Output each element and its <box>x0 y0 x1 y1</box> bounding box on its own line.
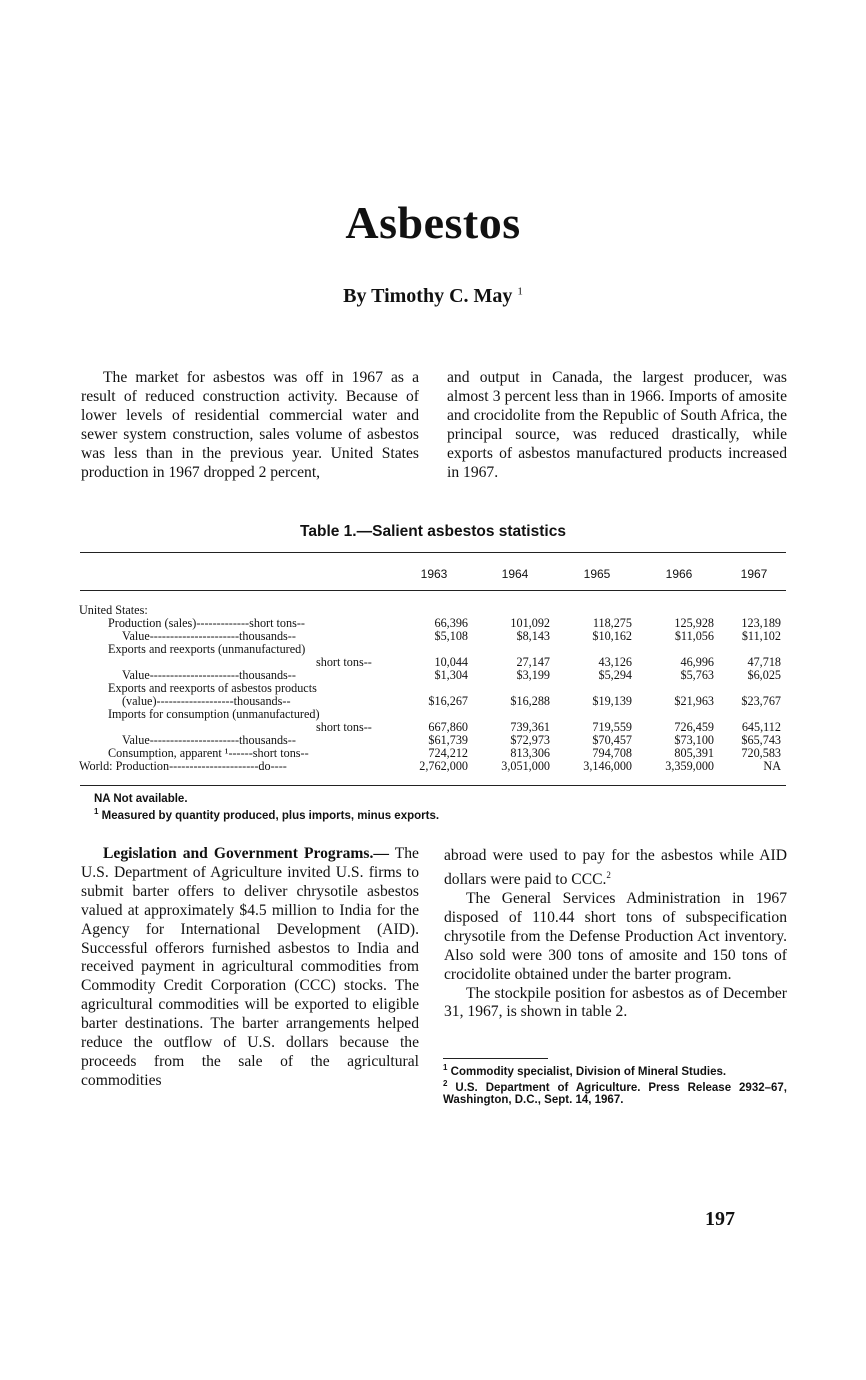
table-cell: 125,928 <box>674 616 714 630</box>
row-unit: short tons-- <box>316 655 372 669</box>
body-column-right <box>444 847 787 1022</box>
table-cell: 46,996 <box>680 655 714 669</box>
footnote-1: $^1$ Commodity specialist, Division of Mineral Studies. <box>443 1063 727 1078</box>
table-footnote-1: $^1$ Measured by quantity produced, plus imports, minus exports. <box>94 807 440 822</box>
section-heading: Legislation and Government Programs.— <box>103 845 389 862</box>
table-cell: $65,743 <box>741 733 781 747</box>
row-label: Production (sales)-------------short tons-- <box>108 616 305 630</box>
table-header-rule <box>80 590 786 591</box>
table-cell: 667,860 <box>428 720 468 734</box>
table-cell: NA <box>763 759 781 773</box>
table-footnote-na: NA Not available. <box>94 793 188 805</box>
table-cell: $23,767 <box>741 694 781 708</box>
body-paragraph-2: The General Services Administration in 1967 disposed of 110.44 short tons of subspecification chrysotile from the Defense Production Act inventory. Also sold were 300 tons of amosite and 150 tons of crocidolite obtained under the barter program. <box>444 890 787 983</box>
row-label: Exports and reexports of asbestos products <box>108 681 317 695</box>
table-cell: $70,457 <box>592 733 632 747</box>
table-cell: $16,267 <box>428 694 468 708</box>
table-cell: $5,763 <box>680 668 714 682</box>
intro-paragraph-left: The market for asbestos was off in 1967 as a result of reduced construction activity. Because of lower levels of residential commercial water and sewer system construction, sales volume of asbestos was less than in the previous year. United States production in 1967 dropped 2 percent, <box>81 369 419 481</box>
page-number: 197 <box>705 1208 735 1230</box>
table-cell: 805,391 <box>674 746 714 760</box>
body-paragraph-3: The stockpile position for asbestos as of December 31, 1967, is shown in table 2. <box>444 984 787 1021</box>
body-paragraph-1: abroad were used to pay for the asbestos while AID dollars were paid to CCC.$^2$ <box>444 847 787 889</box>
table-cell: $16,288 <box>510 694 550 708</box>
table-cell: 3,051,000 <box>501 759 550 773</box>
intro-column-left <box>81 369 419 482</box>
table-cell: 123,189 <box>741 616 781 630</box>
table-cell: 3,146,000 <box>583 759 632 773</box>
section-label-us: United States: <box>79 603 148 617</box>
table-cell: $73,100 <box>674 733 714 747</box>
byline-footnote-marker: 1 <box>517 285 523 298</box>
table-cell: 101,092 <box>510 616 550 630</box>
row-label: Value----------------------thousands-- <box>122 733 296 747</box>
row-label: Imports for consumption (unmanufactured) <box>108 707 320 721</box>
year-header-1967: 1967 <box>740 567 768 581</box>
table-cell: 10,044 <box>434 655 468 669</box>
table-cell: 719,559 <box>592 720 632 734</box>
table-cell: $5,294 <box>598 668 632 682</box>
table-cell: 794,708 <box>592 746 632 760</box>
year-header-1966: 1966 <box>665 567 693 581</box>
year-header-1965: 1965 <box>583 567 611 581</box>
row-label: World: Production----------------------do---- <box>79 759 287 773</box>
table-cell: 813,306 <box>510 746 550 760</box>
table-cell: $11,102 <box>741 629 781 643</box>
table-cell: 27,147 <box>516 655 550 669</box>
table-cell: $5,108 <box>434 629 468 643</box>
table-top-rule <box>80 552 786 553</box>
intro-column-right <box>447 369 787 482</box>
table-cell: 43,126 <box>598 655 632 669</box>
year-header-1964: 1964 <box>501 567 529 581</box>
table-cell: 739,361 <box>510 720 550 734</box>
page-title: Asbestos <box>345 197 521 248</box>
table-cell: $3,199 <box>516 668 550 682</box>
row-label: Exports and reexports (unmanufactured) <box>108 642 306 656</box>
table-cell: 720,583 <box>741 746 781 760</box>
year-header-1963: 1963 <box>420 567 448 581</box>
row-label: Value----------------------thousands-- <box>122 668 296 682</box>
footnote-2: $^2$ U.S. Department of Agriculture. Press Release 2932–67, Washington, D.C., Sept. 14, 1967. <box>443 1079 787 1107</box>
table-cell: 118,275 <box>592 616 632 630</box>
table-cell: $10,162 <box>592 629 632 643</box>
table-cell: $19,139 <box>592 694 632 708</box>
table-cell: $61,739 <box>428 733 468 747</box>
row-label: Value----------------------thousands-- <box>122 629 296 643</box>
table-cell: 2,762,000 <box>419 759 468 773</box>
footnote-rule <box>443 1058 548 1059</box>
page-footnotes <box>443 1062 787 1106</box>
body-column-left <box>81 845 419 1091</box>
author-byline <box>0 285 866 308</box>
table-cell: $21,963 <box>674 694 714 708</box>
table-cell: $72,973 <box>510 733 550 747</box>
table-cell: $6,025 <box>747 668 781 682</box>
table-cell: 724,212 <box>428 746 468 760</box>
table-cell: 66,396 <box>434 616 468 630</box>
table-title: Table 1.—Salient asbestos statistics <box>300 523 566 540</box>
row-label: Consumption, apparent ¹------short tons-- <box>108 746 309 760</box>
body-paragraph-left: Legislation and Government Programs.— The U.S. Department of Agriculture invited U.S. firms to submit barter offers to deliver chrysotile asbestos valued at approximately $4.5 million to India for the Agency for International Development (AID). Successful offerors furnished asbestos to India and received payment in agricultural commodities from Commodity Credit Corporation (CCC) stocks. The agricultural commodities will be exported to eligible barter destinations. The barter arrangements helped reduce the outflow of U.S. dollars because the proceeds from the sale of the agricultural commodities <box>81 845 419 1089</box>
table-cell: 3,359,000 <box>665 759 714 773</box>
table-cell: $11,056 <box>674 629 714 643</box>
intro-paragraph-right: and output in Canada, the largest producer, was almost 3 percent less than in 1966. Imports of amosite and crocidolite from the Republic of South Africa, the principal source, was reduced drastically, while exports of asbestos manufactured products increased in 1967. <box>447 369 787 481</box>
author-name: By Timothy C. May <box>343 285 513 307</box>
table-cell: $1,304 <box>434 668 468 682</box>
table-cell: $8,143 <box>516 629 550 643</box>
row-label: (value)-------------------thousands-- <box>122 694 291 708</box>
table-cell: 726,459 <box>674 720 714 734</box>
table-cell: 47,718 <box>747 655 781 669</box>
table-cell: 645,112 <box>741 720 781 734</box>
table-bottom-rule <box>80 785 786 786</box>
row-unit: short tons-- <box>316 720 372 734</box>
